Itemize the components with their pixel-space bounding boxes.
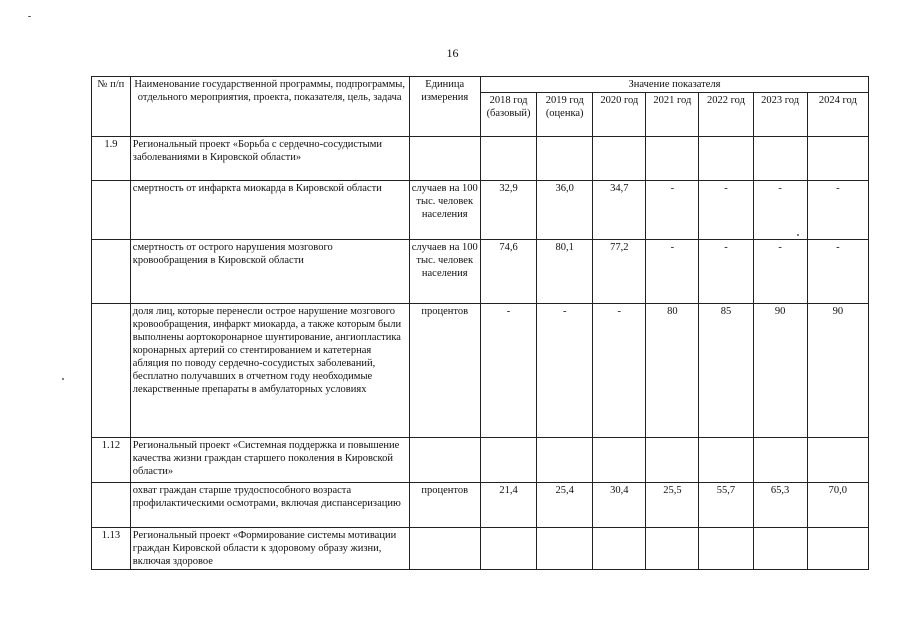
header-values-title: Значение показателя — [480, 77, 868, 93]
row-value: - — [646, 240, 699, 304]
row-value: - — [699, 181, 753, 240]
row-value — [537, 137, 593, 181]
row-value: - — [593, 304, 646, 438]
row-value — [699, 137, 753, 181]
row-value: - — [699, 240, 753, 304]
row-value — [537, 528, 593, 570]
header-year: 2019 год (оценка) — [537, 93, 593, 137]
row-value — [480, 438, 536, 483]
row-value — [753, 438, 807, 483]
row-value — [699, 528, 753, 570]
row-value — [807, 528, 868, 570]
row-value: 36,0 — [537, 181, 593, 240]
row-number — [92, 483, 131, 528]
row-value: 85 — [699, 304, 753, 438]
row-value — [699, 438, 753, 483]
row-value: 74,6 — [480, 240, 536, 304]
row-value: 80,1 — [537, 240, 593, 304]
row-value — [753, 137, 807, 181]
row-name: доля лиц, которые перенесли острое нарушение мозгового кровообращения, инфаркт миокарда, а также которым были выполнены аортокоронарное шунтирование, ангиопластика коронарных артерий со стентированием и катетерная абляция по поводу сердечно-сосудистых заболеваний, бесплатно получавших в отчетном году необходимые лекарственные препараты в амбулаторных условиях — [130, 304, 409, 438]
row-value — [480, 528, 536, 570]
row-unit — [409, 137, 480, 181]
row-value: 90 — [807, 304, 868, 438]
row-value: 77,2 — [593, 240, 646, 304]
row-value: 21,4 — [480, 483, 536, 528]
row-value: - — [480, 304, 536, 438]
header-row-1 — [92, 77, 869, 93]
row-number — [92, 304, 131, 438]
row-value: 55,7 — [699, 483, 753, 528]
row-unit — [409, 528, 480, 570]
row-number: 1.12 — [92, 438, 131, 483]
row-unit: случаев на 100 тыс. человек населения — [409, 181, 480, 240]
table-row — [92, 528, 869, 570]
header-year: 2024 год — [807, 93, 868, 137]
header-year: 2020 год — [593, 93, 646, 137]
row-value — [593, 528, 646, 570]
row-value: 30,4 — [593, 483, 646, 528]
row-value: 32,9 — [480, 181, 536, 240]
row-value: 65,3 — [753, 483, 807, 528]
row-number — [92, 240, 131, 304]
table-row — [92, 240, 869, 304]
scan-speck — [797, 234, 799, 236]
header-no: № п/п — [92, 77, 131, 137]
row-value: - — [646, 181, 699, 240]
row-value: 90 — [753, 304, 807, 438]
row-unit: процентов — [409, 304, 480, 438]
header-year: 2018 год (базовый) — [480, 93, 536, 137]
row-name: Региональный проект «Системная поддержка и повышение качества жизни граждан старшего поколения в Кировской области» — [130, 438, 409, 483]
row-value: - — [753, 181, 807, 240]
indicators-table — [91, 76, 869, 570]
row-value: 25,4 — [537, 483, 593, 528]
row-value: 70,0 — [807, 483, 868, 528]
table-row — [92, 438, 869, 483]
table-row — [92, 181, 869, 240]
row-value — [807, 137, 868, 181]
row-number: 1.13 — [92, 528, 131, 570]
row-unit: процентов — [409, 483, 480, 528]
header-year: 2021 год — [646, 93, 699, 137]
row-value — [646, 438, 699, 483]
row-name: смертность от инфаркта миокарда в Кировской области — [130, 181, 409, 240]
row-name: Региональный проект «Формирование системы мотивации граждан Кировской области к здоровому образу жизни, включая здоровое — [130, 528, 409, 570]
row-number: 1.9 — [92, 137, 131, 181]
row-value: 25,5 — [646, 483, 699, 528]
row-number — [92, 181, 131, 240]
row-value: - — [537, 304, 593, 438]
row-value — [753, 528, 807, 570]
row-value: - — [807, 240, 868, 304]
row-value: 34,7 — [593, 181, 646, 240]
row-value — [593, 137, 646, 181]
table-row — [92, 304, 869, 438]
table-row — [92, 137, 869, 181]
row-unit: случаев на 100 тыс. человек населения — [409, 240, 480, 304]
row-value — [593, 438, 646, 483]
row-name: Региональный проект «Борьба с сердечно-сосудистыми заболеваниями в Кировской области» — [130, 137, 409, 181]
row-value: - — [807, 181, 868, 240]
row-value — [646, 137, 699, 181]
row-value — [807, 438, 868, 483]
table-row — [92, 483, 869, 528]
header-unit: Единица измерения — [409, 77, 480, 137]
header-year: 2023 год — [753, 93, 807, 137]
row-value — [480, 137, 536, 181]
row-value — [646, 528, 699, 570]
row-value: 80 — [646, 304, 699, 438]
row-value — [537, 438, 593, 483]
header-name: Наименование государственной программы, подпрограммы, отдельного мероприятия, проекта, показателя, цель, задача — [130, 77, 409, 137]
row-unit — [409, 438, 480, 483]
scan-speck — [28, 16, 31, 17]
row-name: охват граждан старше трудоспособного возраста профилактическими осмотрами, включая диспансеризацию — [130, 483, 409, 528]
header-year: 2022 год — [699, 93, 753, 137]
row-value: - — [753, 240, 807, 304]
row-name: смертность от острого нарушения мозгового кровообращения в Кировской области — [130, 240, 409, 304]
page-number: 16 — [446, 46, 459, 60]
scan-speck — [62, 378, 64, 380]
